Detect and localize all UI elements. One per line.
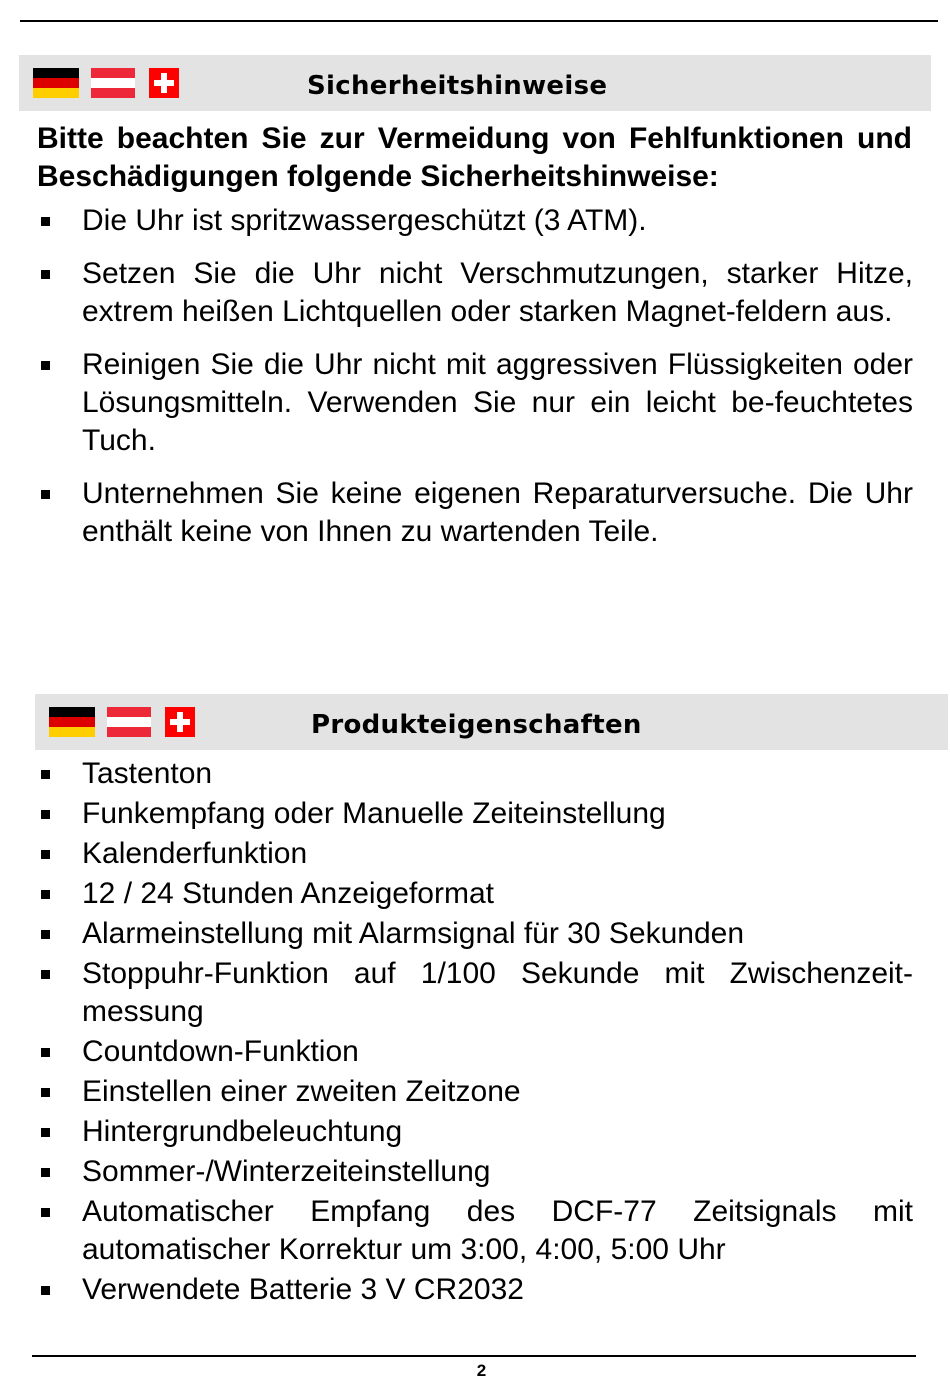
list-item: Hintergrundbeleuchtung <box>37 1113 913 1151</box>
flag-austria-icon <box>107 707 151 737</box>
bullet-icon <box>41 850 50 859</box>
list-item: Reinigen Sie die Uhr nicht mit aggressiven Flüssigkeiten oder Lösungsmitteln. Verwenden Sie nur ein leicht be-feuchtetes Tuch. <box>37 346 913 460</box>
bullet-icon <box>41 1048 50 1057</box>
bullet-icon <box>41 1088 50 1097</box>
list-item: Tastenton <box>37 755 913 793</box>
bullet-icon <box>41 361 50 370</box>
bullet-icon <box>41 490 50 499</box>
bullet-icon <box>41 970 50 979</box>
list-item: Die Uhr ist spritzwassergeschützt (3 ATM). <box>37 202 913 240</box>
safety-section-header <box>19 55 931 111</box>
list-item: Alarmeinstellung mit Alarmsignal für 30 Sekunden <box>37 915 913 953</box>
list-item: 12 / 24 Stunden Anzeigeformat <box>37 875 913 913</box>
safety-list <box>37 202 913 566</box>
section-title: Produkteigenschaften <box>311 710 642 740</box>
top-rule <box>20 20 938 22</box>
bullet-icon <box>41 930 50 939</box>
flag-group <box>49 707 195 737</box>
flag-group <box>33 68 179 98</box>
list-item: Unternehmen Sie keine eigenen Reparaturversuche. Die Uhr enthält keine von Ihnen zu wartenden Teile. <box>37 475 913 551</box>
flag-germany-icon <box>49 707 95 737</box>
features-section-header <box>35 694 948 750</box>
bottom-rule <box>32 1355 916 1357</box>
page-number: 2 <box>476 1361 487 1380</box>
bullet-icon <box>41 770 50 779</box>
flag-germany-icon <box>33 68 79 98</box>
bullet-icon <box>41 217 50 226</box>
list-item: Einstellen einer zweiten Zeitzone <box>37 1073 913 1111</box>
flag-switzerland-icon <box>149 68 179 98</box>
bullet-icon <box>41 810 50 819</box>
features-list <box>37 755 913 1311</box>
section-title: Sicherheitshinweise <box>307 71 608 101</box>
list-item: Countdown-Funktion <box>37 1033 913 1071</box>
bullet-icon <box>41 1286 50 1295</box>
list-item: Funkempfang oder Manuelle Zeiteinstellung <box>37 795 913 833</box>
bullet-icon <box>41 1128 50 1137</box>
flag-switzerland-icon <box>165 707 195 737</box>
list-item: Setzen Sie die Uhr nicht Verschmutzungen, starker Hitze, extrem heißen Lichtquellen oder starken Magnet-feldern aus. <box>37 255 913 331</box>
bullet-icon <box>41 1168 50 1177</box>
list-item: Kalenderfunktion <box>37 835 913 873</box>
list-item: Sommer-/Winterzeiteinstellung <box>37 1153 913 1191</box>
list-item: Verwendete Batterie 3 V CR2032 <box>37 1271 913 1309</box>
bullet-icon <box>41 1208 50 1217</box>
list-item: Automatischer Empfang des DCF-77 Zeitsignals mit automatischer Korrektur um 3:00, 4:00, 5:00 Uhr <box>37 1193 913 1269</box>
flag-austria-icon <box>91 68 135 98</box>
bullet-icon <box>41 270 50 279</box>
list-item: Stoppuhr-Funktion auf 1/100 Sekunde mit Zwischenzeit-messung <box>37 955 913 1031</box>
safety-intro: Bitte beachten Sie zur Vermeidung von Fehlfunktionen und Beschädigungen folgende Sicherheitshinweise: <box>37 122 912 193</box>
bullet-icon <box>41 890 50 899</box>
